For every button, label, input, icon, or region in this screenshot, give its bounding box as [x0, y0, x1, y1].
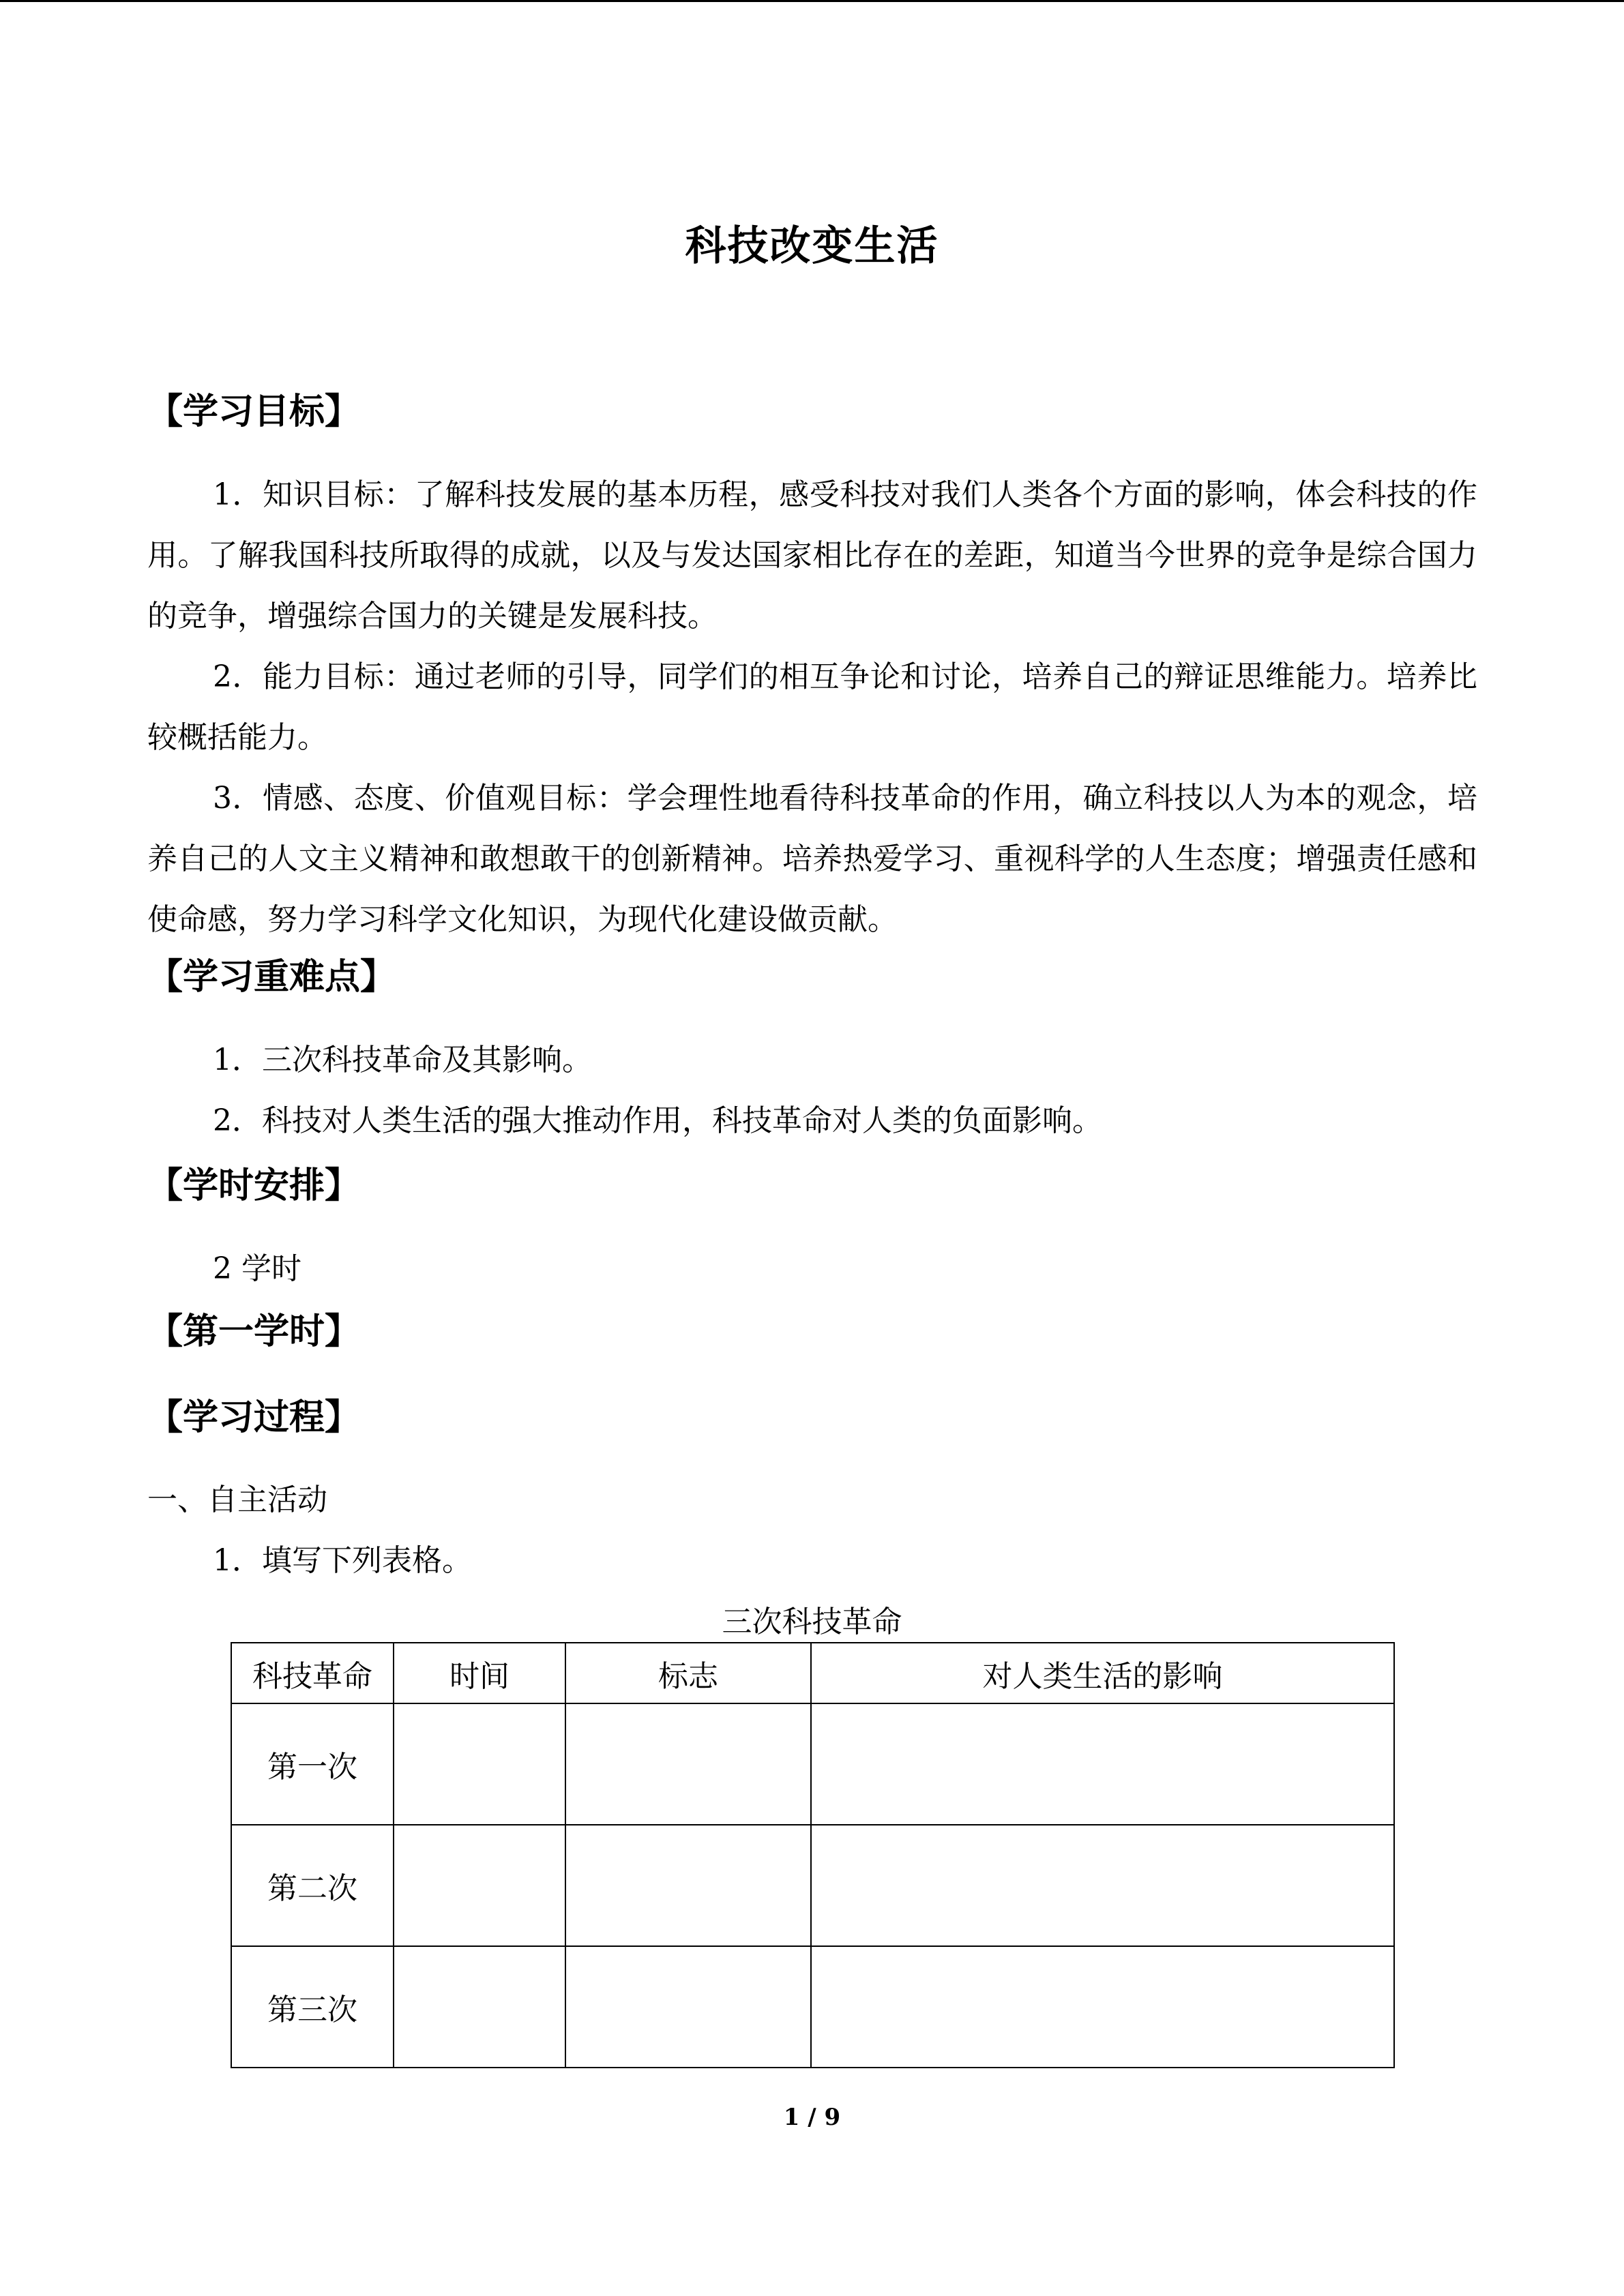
objective-item-1: 1．知识目标：了解科技发展的基本历程，感受科技对我们人类各个方面的影响，体会科技的作用。了解我国科技所取得的成就，以及与发达国家相比存在的差距，知道当今世界的竞争是综合国力的竞争，增强综合国力的关键是发展科技。: [147, 477, 1477, 633]
table-cell-blank: [394, 1825, 565, 1946]
heading-objectives: 【学习目标】: [147, 391, 361, 432]
table-header-cell: 时间: [394, 1643, 565, 1703]
schedule-text: 2 学时: [213, 1251, 301, 1286]
process-instruction: 1．填写下列表格。: [213, 1543, 472, 1578]
table-cell-blank: [565, 1825, 811, 1946]
key-point-item-1: 1．三次科技革命及其影响。: [213, 1043, 592, 1077]
process-subheading: 一、自主活动: [147, 1482, 327, 1517]
page-number: 1 / 9: [783, 2104, 841, 2131]
table-cell-label: 第一次: [231, 1703, 394, 1825]
table-header-row: [231, 1643, 1394, 1703]
table-header-cell: 标志: [565, 1643, 811, 1703]
table-header-cell: 对人类生活的影响: [811, 1643, 1394, 1703]
revolution-table: [231, 1642, 1395, 2068]
document-title: 科技改变生活: [685, 222, 939, 270]
table-row: [231, 1703, 1394, 1825]
table-caption: 三次科技革命: [722, 1605, 902, 1639]
heading-schedule: 【学时安排】: [147, 1165, 361, 1206]
table-row: [231, 1825, 1394, 1946]
table-cell-blank: [811, 1703, 1394, 1825]
table-cell-blank: [565, 1703, 811, 1825]
key-point-item-2: 2．科技对人类生活的强大推动作用，科技革命对人类的负面影响。: [213, 1103, 1102, 1138]
table-cell-blank: [565, 1946, 811, 2068]
table-cell-label: 第二次: [231, 1825, 394, 1946]
objective-item-3: 3．情感、态度、价值观目标：学会理性地看待科技革命的作用，确立科技以人为本的观念，培养自己的人文主义精神和敢想敢干的创新精神。培养热爱学习、重视科学的人生态度；增强责任感和使命感，努力学习科学文化知识，为现代化建设做贡献。: [147, 781, 1477, 937]
table-cell-blank: [811, 1825, 1394, 1946]
heading-key-points: 【学习重难点】: [147, 956, 396, 998]
table-row: [231, 1946, 1394, 2068]
heading-process: 【学习过程】: [147, 1397, 361, 1438]
table-header-cell: 科技革命: [231, 1643, 394, 1703]
table-cell-label: 第三次: [231, 1946, 394, 2068]
table-cell-blank: [811, 1946, 1394, 2068]
heading-first-period: 【第一学时】: [147, 1311, 361, 1352]
table-cell-blank: [394, 1703, 565, 1825]
objective-item-2: 2．能力目标：通过老师的引导，同学们的相互争论和讨论，培养自己的辩证思维能力。培养比较概括能力。: [147, 659, 1477, 755]
table-cell-blank: [394, 1946, 565, 2068]
